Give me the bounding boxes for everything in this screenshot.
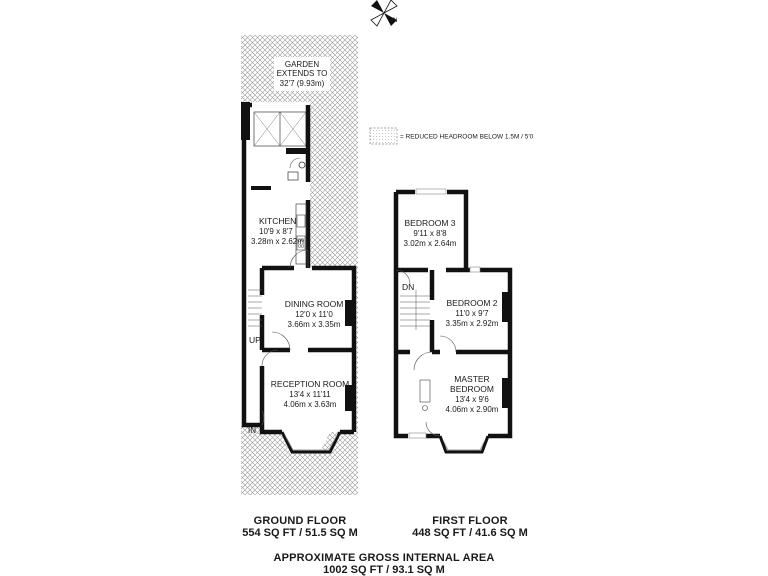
master-bedroom-label-2: BEDROOM [450,384,494,394]
garden-dimension: 32'7 (9.93m) [279,79,325,88]
dining-room-metric: 3.66m x 3.35m [287,320,341,329]
ground-floor-area: 554 SQ FT / 51.5 SQ M [242,527,358,539]
gross-area-caption [234,552,534,576]
svg-text:N: N [393,18,398,24]
legend-swatch [370,128,397,144]
kitchen-metric: 3.28m x 2.62m [251,237,304,246]
bedroom-3-label: BEDROOM 3 [404,218,456,228]
first-floor-title: FIRST FLOOR [432,515,508,527]
garden-label: GARDEN [284,60,320,69]
reception-room-label: RECEPTION ROOM [270,379,350,389]
ground-floor-caption [215,515,385,539]
bedroom-2-metric: 3.35m x 2.92m [445,319,499,328]
first-floor-caption [385,515,555,539]
reception-room-imperial: 13'4 x 11'11 [289,390,331,399]
compass-icon [371,0,397,26]
dining-room-label: DINING ROOM [284,299,344,309]
bedroom-3-metric: 3.02m x 2.64m [403,239,457,248]
gross-area-value: 1002 SQ FT / 93.1 SQ M [323,564,445,576]
first-floor-area: 448 SQ FT / 41.6 SQ M [412,527,528,539]
legend-text: = REDUCED HEADROOM BELOW 1.5M / 5'0 [400,133,534,141]
master-bedroom-label: MASTER [454,374,490,384]
ground-floor-title: GROUND FLOOR [253,515,347,527]
entrance-label: IN [248,426,256,435]
gross-area-title: APPROXIMATE GROSS INTERNAL AREA [273,552,495,564]
kitchen-imperial: 10'9 x 8'7 [259,227,293,236]
stairs-down-label: DN [402,282,415,292]
first-floor-plan [393,189,512,452]
bedroom-3-imperial: 9'11 x 8'8 [413,229,447,238]
dining-room-imperial: 12'0 x 11'0 [295,310,333,319]
bedroom-2-label: BEDROOM 2 [446,298,498,308]
legend [370,128,534,144]
bedroom-2-imperial: 11'0 x 9'7 [455,309,489,318]
kitchen-label: KITCHEN [259,216,297,226]
ground-floor-plan [241,35,358,495]
stairs-up-label: UP [249,335,261,345]
garden-extends-label: EXTENDS TO [276,69,328,78]
reception-room-metric: 4.06m x 3.63m [283,400,337,409]
master-bedroom-metric: 4.06m x 2.90m [445,405,499,414]
master-bedroom-imperial: 13'4 x 9'6 [455,395,489,404]
